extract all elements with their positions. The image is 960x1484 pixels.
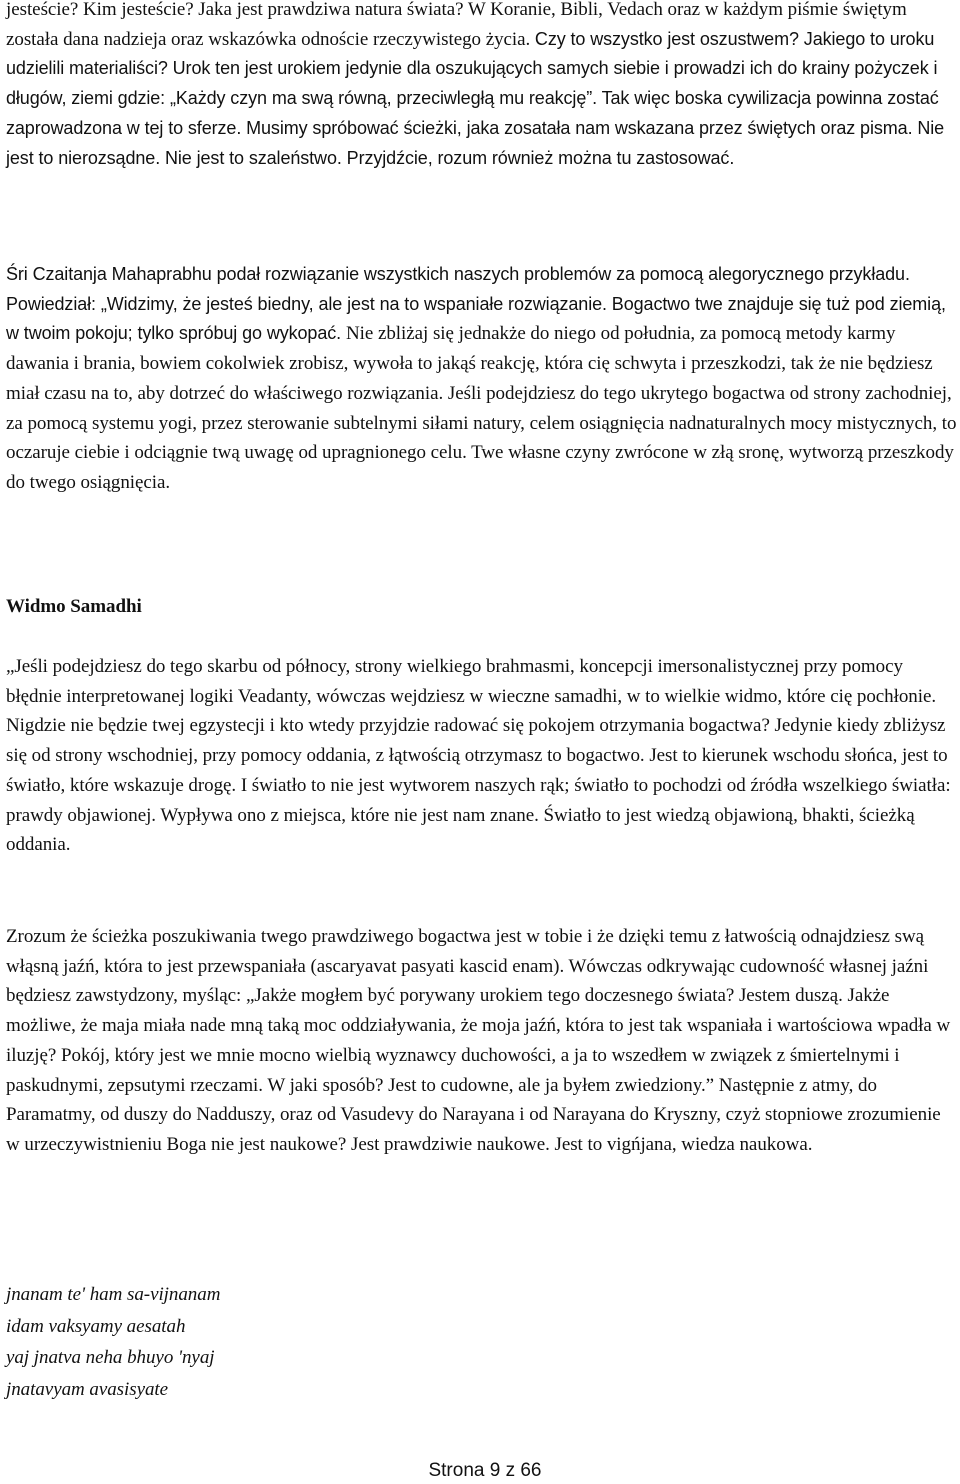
paragraph-2-part-1: Śri Czaitanja Mahaprabhu podał rozwiązanie wszystkich naszych problemów za pomocą alegorycznego przykładu. Powiedział: „Widzimy, że jesteś biedny, ale jest na to wspaniałe rozwiązanie. Bogactwo twe znajduje się tuż pod ziemią, w twoim pokoju; tylko spróbuj go wykopać. — [6, 264, 946, 344]
paragraph-1-part-1: jesteście? Kim jesteście? Jaka jest prawdziwa natura świata? W Koranie, Bibli, Vedach oraz w każdym piśmie świętym została dana nadzieja oraz wskazówka odnoście rzeczywistego życia. — [6, 0, 907, 50]
paragraph-1-part-2: Czy to wszystko jest oszustwem? Jakiego to uroku udzielili materialiści? Urok ten jest urokiem jedynie dla oszukujących samych siebie i prowadzi ich do krainy pożyczek i długów, ziemi gdzie: „Każdy czyn ma swą równą, przeciwległą mu reakcję”. Tak więc boska cywilizacja powinna zostać zaprowadzona w tej to sferze. Musimy spróbować ścieżki, jaka zosatała nam wskazana przez świętych oraz pisma. Nie jest to nierozsądne. Nie jest to szaleństwo. Przyjdźcie, rozum również można tu zastosować. — [6, 28, 945, 168]
verse-line: jnatavyam avasisyate — [6, 1378, 169, 1400]
verse — [6, 1279, 958, 1405]
paragraph-3: „Jeśli podejdziesz do tego skarbu od północy, strony wielkiego brahmasmi, koncepcji imersonalistycznej przy pomocy błędnie interpretowanej logiki Veadanty, wówczas wejdziesz w wieczne samadhi, w to wielkie widmo, które cię pochłonie. Nigdzie nie będzie twej egzystecji i kto wtedy przyjdzie radować się pokojem otrzymania bogactwa? Jedynie kiedy zbliżysz się od strony wschodniej, przy pomocy oddania, z łątwością otrzymasz to bogactwo. Jest to kierunek wschodu słońca, jest to światło, które wskazuje drogę. I światło to nie jest wytworem naszych rąk; światło to pochodzi od źródła wszelkiego światła: prawdy objawionej. Wypływa ono z miejsca, które nie jest nam znane. Światło to jest wiedzą objawioną, bhakti, ścieżką oddania. — [6, 656, 951, 856]
verse-line: jnanam te' ham sa-vijnanam — [6, 1284, 221, 1305]
paragraph-4: Zrozum że ścieżka poszukiwania twego prawdziwego bogactwa jest w tobie i że dzięki temu z łatwością odnajdziesz swą włąsną jaźń, która to jest przewspaniała (ascaryavat pasyati kascid enam). Wówczas odkrywając cudowność własnej jaźni będziesz zawstydzony, myśląc: „Jakże mogłem być porywany urokiem tego doczesnego świata? Jestem duszą. Jakże możliwe, że maja miała nade mną taką moc oddziaływania, że moja jaźń, która to jest tak wspaniała i wartościowa wpadła w iluzję? Pokój, który jest we mnie mocno wielbią wyznawcy duchowości, a ja to wszedłem w związek z śmiertelnymi i paskudnymi, zepsutymi rzeczami. W jaki sposób? Jest to cudowne, ale ja byłem zwiedziony.” Następnie z atmy, do Paramatmy, od duszy do Nadduszy, oraz od Vasudevy do Narayana i od Narayana do Kryszny, czyż stopniowe zrozumienie w urzeczywistnieniu Boga nie jest naukowe? Jest prawdziwie naukowe. Jest to vigńjana, wiedza naukowa. — [6, 926, 951, 1155]
paragraph-2 — [6, 260, 958, 498]
section-heading: Widmo Samadhi — [6, 596, 142, 617]
paragraph-2-part-2: Nie zbliżaj się jednakże do niego od południa, za pomocą metody karmy dawania i brania, bowiem cokolwiek zrobisz, wywoła to jakąś reakcję, która cię schwyta i przeszkodzi, tak że nie będziesz miał czasu na to, aby dotrzeć do właściwego rozwiązania. Jeśli podejdziesz do tego ukrytego bogactwa od strony zachodniej, za pomocą systemu yogi, przez sterowanie subtelnymi siłami natury, celem osiągnięcia nadnaturalnych mocy mistycznych, to oczaruje ciebie i odciągnie twą uwagę od upragnionego celu. Twe własne czyny zwrócone w złą sronę, wytworzą przeszkody do twego osiągnięcia. — [6, 323, 957, 493]
page-number-footer: Strona 9 z 66 — [428, 1460, 542, 1481]
verse-line: yaj jnatva neha bhuyo 'nyaj — [6, 1347, 215, 1368]
verse-line: idam vaksyamy aesatah — [6, 1315, 186, 1337]
paragraph-1 — [6, 0, 958, 173]
